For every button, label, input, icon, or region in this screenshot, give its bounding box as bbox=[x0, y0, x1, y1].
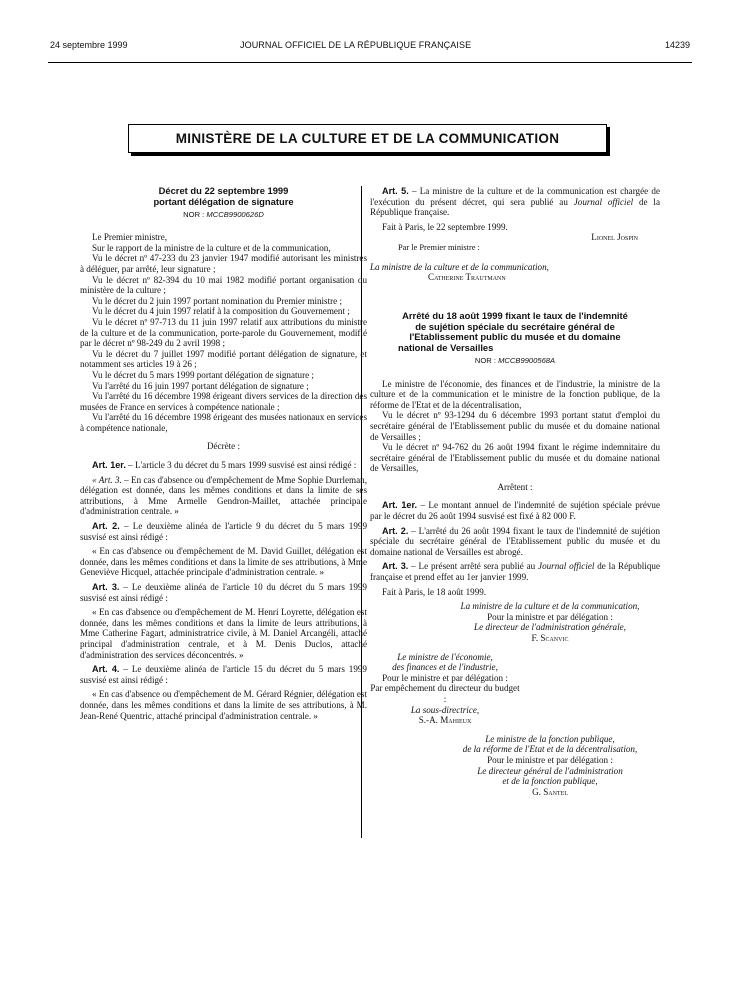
article-text: – L'article 3 du décret du 5 mars 1999 susvisé est ainsi rédigé : bbox=[125, 460, 357, 471]
minister-culture-title: La ministre de la culture et de la communication, bbox=[370, 261, 549, 272]
sig-line: Pour le ministre et par délégation : bbox=[382, 672, 508, 683]
article-5 bbox=[370, 186, 660, 218]
quote-text: – En cas d'absence ou d'empêchement de Mme Sophie Durrleman, délégation est donnée, dans les mêmes conditions et dans la limite de ses attributions, à Mme Armelle Gendron-Maillet, attachée principale d'administration centrale. » bbox=[80, 474, 367, 517]
sig-name: F. Scanvic bbox=[531, 633, 569, 643]
left-column bbox=[80, 186, 367, 721]
article-3 bbox=[80, 582, 367, 603]
article-text: de la République française. bbox=[370, 196, 660, 218]
arrete-title-line1: Arrêté du 18 août 1999 fixant le taux de l'indemnité bbox=[402, 309, 628, 321]
header-journal-title: JOURNAL OFFICIEL DE LA RÉPUBLIQUE FRANÇAISE bbox=[240, 40, 472, 50]
paragraph: Vu le décret nº 93-1294 du 6 décembre 1993 portant statut d'emploi du secrétaire général de l'Etablissement public du musée et du domaine national de Versailles ; bbox=[370, 410, 660, 442]
sig-line: Le directeur général de l'administration bbox=[477, 765, 623, 776]
paragraph: Vu l'arrêté du 16 décembre 1998 érigeant divers services de la direction des musées de France en services à compétence nationale ; bbox=[80, 391, 367, 412]
sig-line: Le ministre de l'économie, bbox=[397, 651, 493, 662]
signature-block-culture bbox=[370, 601, 660, 643]
sig-line: Pour le ministre et par délégation : bbox=[487, 754, 613, 765]
nor-code: MCCB9900626D bbox=[206, 209, 264, 219]
article-1 bbox=[80, 460, 367, 471]
decree-title-line2: portant délégation de signature bbox=[153, 195, 294, 207]
par-premier-ministre: Par le Premier ministre : bbox=[398, 242, 480, 252]
journal-name: Journal officiel bbox=[538, 561, 595, 572]
sig-line: La ministre de la culture et de la communication, bbox=[460, 601, 640, 612]
decree-nor bbox=[80, 210, 367, 221]
paragraph: Vu le décret du 2 juin 1997 portant nomination du Premier ministre ; bbox=[92, 295, 342, 306]
fait-a-paris-1: Fait à Paris, le 22 septembre 1999. bbox=[382, 221, 508, 232]
sig-name: S.-A. Mahieux bbox=[418, 715, 472, 726]
header-date: 24 septembre 1999 bbox=[50, 40, 128, 50]
paragraph: Le ministre de l'économie, des finances et de l'industrie, la ministre de la culture et de la communication et le ministre de la fonction publique, de la réforme de l'Etat et de la décentralisation, bbox=[370, 378, 660, 410]
article-label: Art. 4. bbox=[92, 664, 120, 675]
sig-line: de la réforme de l'Etat et de la décentralisation, bbox=[462, 744, 638, 755]
article-1-quote bbox=[80, 475, 367, 517]
paragraph: Vu le décret du 5 mars 1999 portant délégation de signature ; bbox=[92, 369, 314, 380]
decrete-heading: Décrète : bbox=[206, 441, 241, 452]
arrete-nor bbox=[370, 356, 660, 367]
paragraph: Vu le décret du 4 juin 1997 relatif à la composition du Gouvernement ; bbox=[92, 306, 350, 317]
journal-name: Journal officiel bbox=[573, 196, 634, 207]
article-4 bbox=[80, 664, 367, 685]
article-text: – Le montant annuel de l'indemnité de sujétion spéciale prévue par le décret du 26 août 1994 susvisé est fixé à 82 000 F. bbox=[370, 500, 660, 522]
decree-title bbox=[80, 186, 367, 208]
article-3-quote: « En cas d'absence ou d'empêchement de M. Henri Loyrette, délégation est donnée, dans les mêmes conditions et dans la limite de leurs attributions, à Mme Catherine Fagart, administratrice civile, à M. Daniel Arcangéli, attaché principal d'administration centrale, et à M. Denis Duclos, attaché d'administration des services déconcentrés. » bbox=[80, 607, 367, 660]
nor-label: NOR : bbox=[183, 209, 205, 219]
sig-line: Par empêchement du directeur du budget : bbox=[370, 683, 520, 704]
arrete-title-line4: national de Versailles bbox=[398, 342, 494, 354]
sig-line: La sous-directrice, bbox=[410, 704, 480, 715]
fait-a-paris-2: Fait à Paris, le 18 août 1999. bbox=[382, 586, 487, 597]
right-column bbox=[370, 186, 660, 797]
article-2-quote: « En cas d'absence ou d'empêchement de M. David Guillet, délégation est donnée, dans les mêmes conditions et dans la limite de ses attributions, à Mme Geneviève Hicquel, attachée principale d'administration centrale. » bbox=[80, 546, 367, 578]
article-text: – Le deuxième alinéa de l'article 15 du décret du 5 mars 1999 susvisé est ainsi rédigé : bbox=[80, 664, 367, 685]
signature-block-economie bbox=[370, 652, 520, 726]
sig-line: Le directeur de l'administration générale, bbox=[474, 622, 626, 633]
article-label: Art. 2. bbox=[92, 521, 120, 532]
paragraph: Sur le rapport de la ministre de la culture et de la communication, bbox=[92, 242, 331, 253]
article-text: – La ministre de la culture et de la communication est chargée de l'exécution du présent décret, qui sera publié au bbox=[370, 186, 660, 207]
paragraph: Vu le décret nº 97-713 du 11 juin 1997 relatif aux attributions du ministre de la culture et de la communication, porte-parole du Gouvernement, modifié par le décret nº 98-249 du 2 avril 1998 ; bbox=[80, 316, 367, 349]
article-label: Art. 1er. bbox=[382, 500, 418, 511]
arrete-title-line3: l'Etablissement public du musée et du domaine bbox=[409, 331, 621, 343]
signature-jospin: Lionel Jospin bbox=[591, 232, 638, 243]
header-rule bbox=[48, 62, 692, 63]
article-label: Art. 1er. bbox=[92, 460, 126, 471]
arrete-article-2 bbox=[370, 526, 660, 558]
arrete-article-1 bbox=[370, 500, 660, 521]
sig-line: des finances et de l'industrie, bbox=[392, 662, 498, 673]
arrete-article-3 bbox=[370, 561, 660, 582]
arretent-heading: Arrêtent : bbox=[497, 481, 533, 492]
article-label: Art. 3. bbox=[92, 582, 120, 592]
paragraph: Vu le décret nº 82-394 du 10 mai 1982 modifié portant organisation du ministère de la culture ; bbox=[80, 274, 367, 296]
article-2 bbox=[80, 521, 367, 542]
article-text: – Le présent arrêté sera publié au bbox=[408, 561, 539, 572]
paragraph: Le Premier ministre, bbox=[92, 232, 168, 243]
decree-title-line1: Décret du 22 septembre 1999 bbox=[158, 185, 289, 196]
quote-label: « Art. 3. bbox=[92, 474, 122, 485]
article-label: Art. 2. bbox=[382, 525, 409, 536]
paragraph: Vu le décret nº 47-233 du 23 janvier 1947 modifié autorisant les ministres à déléguer, par arrêté, leur signature ; bbox=[80, 253, 367, 274]
sig-line: et de la fonction publique, bbox=[502, 776, 598, 787]
ministry-banner bbox=[128, 124, 607, 153]
ministry-title: MINISTÈRE DE LA CULTURE ET DE LA COMMUNICATION bbox=[175, 131, 560, 146]
nor-label: NOR : bbox=[474, 355, 496, 365]
arrete-title-line2: de sujétion spéciale du secrétaire général de bbox=[415, 320, 615, 332]
article-text: de la République française et prend effet au 1er janvier 1999. bbox=[370, 561, 660, 583]
nor-code: MCCB9900568A bbox=[498, 355, 556, 365]
header-page-number: 14239 bbox=[664, 40, 690, 50]
sig-line: Le ministre de la fonction publique, bbox=[485, 733, 615, 744]
article-4-quote: « En cas d'absence ou d'empêchement de M. Gérard Régnier, délégation est donnée, dans les mêmes conditions et dans la limite de ses attributions, à M. Jean-René Quentric, attaché principal d'administration centrale. » bbox=[80, 689, 367, 721]
arrete-title bbox=[370, 311, 660, 354]
article-text: – L'arrêté du 26 août 1994 fixant le taux de l'indemnité de sujétion spéciale du secrétaire général de l'Etablissement public du musée et du domaine national de Versailles est abrogé. bbox=[370, 525, 660, 557]
paragraph: Vu l'arrêté du 16 juin 1997 portant délégation de signature ; bbox=[92, 380, 309, 391]
article-label: Art. 3. bbox=[382, 561, 409, 572]
page-header bbox=[50, 40, 690, 54]
article-label: Art. 5. bbox=[382, 186, 409, 196]
signature-block-fonction-publique bbox=[370, 734, 660, 798]
article-text: – Le deuxième alinéa de l'article 10 du décret du 5 mars 1999 susvisé est ainsi rédigé : bbox=[80, 582, 367, 603]
paragraph: Vu le décret nº 94-762 du 26 août 1994 fixant le régime indemnitaire du secrétaire général de l'Etablissement public du musée et du domaine national de Versailles, bbox=[370, 442, 660, 474]
minister-culture-name: Catherine Trautmann bbox=[428, 272, 506, 283]
paragraph: Vu l'arrêté du 16 décembre 1998 érigeant des musées nationaux en services à compétence nationale, bbox=[80, 412, 367, 433]
paragraph: Vu le décret du 7 juillet 1997 modifié portant délégation de signature, et notamment ses articles 19 à 26 ; bbox=[80, 348, 367, 370]
sig-line: Pour la ministre et par délégation : bbox=[487, 611, 613, 622]
sig-name: G. Santel bbox=[532, 786, 568, 797]
article-text: – Le deuxième alinéa de l'article 9 du décret du 5 mars 1999 susvisé est ainsi rédigé : bbox=[80, 521, 367, 542]
